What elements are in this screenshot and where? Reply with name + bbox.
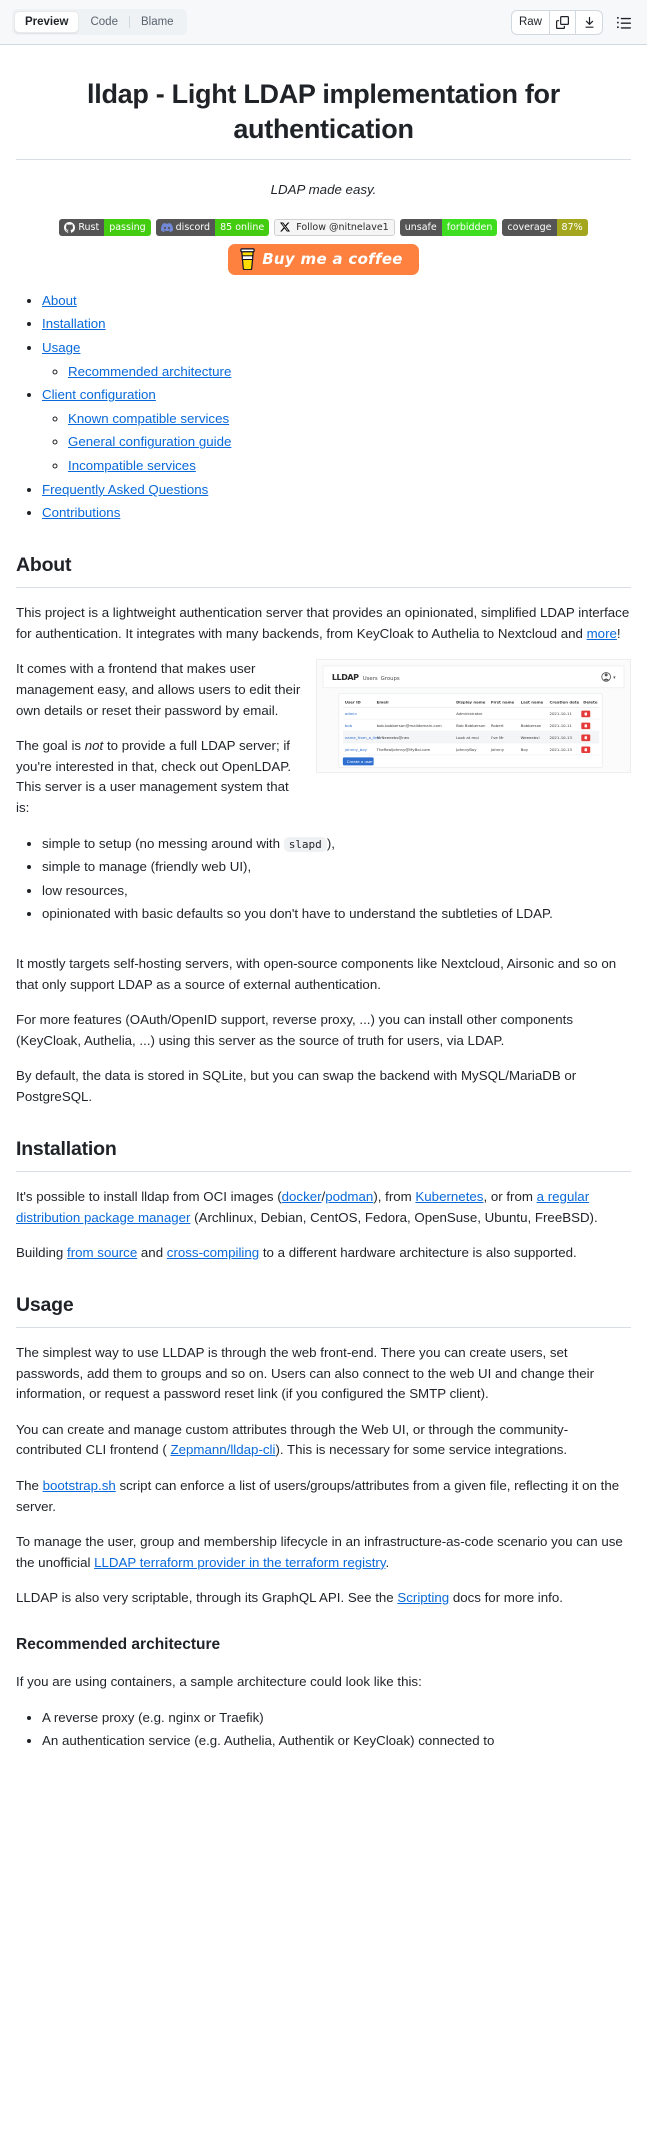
usage-p4-b: .	[385, 1554, 390, 1570]
toc-link-contributions[interactable]: Contributions	[42, 505, 121, 521]
toc-link-about[interactable]: About	[42, 292, 77, 308]
outline-toggle-button[interactable]	[611, 10, 635, 35]
svg-text:Groups: Groups	[380, 676, 400, 683]
svg-text:Create a user: Create a user	[346, 759, 373, 765]
coffee-button-label: Buy me a coffee	[262, 249, 403, 268]
usage-paragraph-4	[16, 1532, 631, 1573]
badge-twitter-follow[interactable]	[274, 219, 395, 236]
link-more[interactable]: more	[586, 625, 617, 641]
about-p1-text-a: This project is a lightweight authentication server that provides an opinionated, simplified LDAP interface for authentication. It integrates with many backends, from KeyCloak to Authelia to Nextcloud and	[16, 605, 630, 641]
copy-icon	[556, 16, 569, 29]
svg-text:Creation date: Creation date	[549, 700, 580, 706]
usage-p4-a: To manage the user, group and membership lifecycle in an infrastructure-as-code scenario you can use the unofficial	[16, 1534, 623, 1570]
usage-p5-a: LLDAP is also very scriptable, through its GraphQL API. See the	[16, 1590, 398, 1606]
install-p1-a: It's possible to install lldap from OCI images (	[16, 1188, 282, 1204]
list-item	[42, 857, 631, 878]
toc-link-installation[interactable]: Installation	[42, 316, 106, 332]
badge-right-label: passing	[104, 219, 150, 236]
install-p1-mid2: ), from	[373, 1188, 416, 1204]
toc-link-recommended-architecture[interactable]: Recommended architecture	[68, 363, 232, 379]
download-button[interactable]	[576, 11, 602, 34]
badge-row	[16, 219, 631, 236]
svg-text:2021-10-11: 2021-10-11	[549, 723, 572, 729]
raw-button[interactable]: Raw	[512, 11, 550, 34]
toc-link-faq[interactable]: Frequently Asked Questions	[42, 481, 209, 497]
discord-icon	[161, 223, 173, 232]
install-p1-mid3: , or from	[483, 1188, 537, 1204]
usage-p3-a: The	[16, 1478, 43, 1493]
usage-p3-b: script can enforce a list of users/groups/attributes from a given file, reflecting it on the server.	[16, 1478, 620, 1514]
about-paragraph-2: It comes with a frontend that makes user management easy, and allows users to edit their own details or reset their password by email.	[16, 661, 301, 718]
about-paragraph-5: For more features (OAuth/OpenID support, reverse proxy, ...) you can install other components (KeyCloak, Authelia, ...) using this server as the source of truth for users, via LDAP.	[16, 1012, 573, 1048]
install-p1-sep: /	[321, 1188, 326, 1204]
usage-p2-b: ). This is necessary for some service integrations.	[275, 1442, 568, 1458]
toc-item	[42, 480, 631, 501]
usage-paragraph-2	[16, 1420, 631, 1461]
table-of-contents	[16, 291, 631, 524]
badge-right-label: forbidden	[442, 219, 498, 236]
link-lldap-cli[interactable]: Zepmann/lldap-cli	[170, 1442, 276, 1458]
svg-text:MrNeeeebs@nev: MrNeeeebs@nev	[376, 735, 410, 741]
svg-text:bob: bob	[344, 723, 353, 729]
feature-text-post: ),	[326, 835, 335, 851]
install-p2-mid: and	[137, 1245, 167, 1261]
badge-right-label: 85 online	[215, 219, 269, 236]
toc-sublist	[42, 362, 631, 383]
feature-text: opinionated with basic defaults so you don't have to understand the subtleties of LDAP.	[42, 906, 553, 922]
usage-p5-b: docs for more info.	[449, 1590, 563, 1606]
list-item: • An authentication service (e.g. Authelia, Authentik or KeyCloak) connected to	[42, 1731, 631, 1752]
heading-installation: Installation	[16, 1134, 631, 1172]
lldap-ui-screenshot	[316, 659, 631, 772]
list-item: • A reverse proxy (e.g. nginx or Traefik)	[42, 1708, 631, 1729]
svg-text:Users: Users	[362, 676, 378, 683]
installation-paragraph-1	[16, 1187, 631, 1228]
toc-sublist	[42, 409, 631, 477]
svg-text:Administrator: Administrator	[456, 711, 483, 717]
about-p1-text-b: !	[616, 625, 621, 641]
github-icon	[64, 222, 75, 233]
about-paragraph-6: By default, the data is stored in SQLite, but you can swap the backend with MySQL/MariaDB or PostgreSQL.	[16, 1068, 577, 1105]
install-p2-a: Building	[16, 1245, 68, 1261]
badge-left-label: unsafe	[400, 219, 442, 236]
tab-preview[interactable]: Preview	[14, 11, 79, 33]
link-scripting[interactable]: Scripting	[397, 1590, 450, 1606]
toc-subitem	[68, 456, 631, 477]
copy-raw-button[interactable]	[550, 11, 576, 34]
toc-subitem	[68, 432, 631, 453]
badge-left-label: discord	[175, 221, 211, 233]
link-kubernetes[interactable]: Kubernetes	[415, 1188, 484, 1204]
about-p3-a: The goal is	[16, 738, 85, 754]
link-bootstrap-sh[interactable]: bootstrap.sh	[42, 1478, 116, 1493]
badge-left-label: Follow @nitnelave1	[296, 221, 389, 233]
buy-me-a-coffee-button[interactable]	[228, 244, 419, 275]
buy-me-a-coffee-wrap	[16, 244, 631, 275]
about-p3-emphasis: not	[84, 738, 104, 754]
lldap-ui-screenshot-svg	[317, 660, 630, 771]
feature-text: low resources,	[42, 882, 128, 898]
badge-discord[interactable]	[156, 219, 270, 236]
about-with-screenshot	[16, 659, 631, 939]
badge-right-label: 87%	[557, 219, 588, 236]
toc-item	[42, 291, 631, 312]
about-paragraph-4: It mostly targets self-hosting servers, with open-source components like Nextcloud, Airsonic and so on that only support LDAP as a source of external authentication.	[16, 956, 617, 992]
link-from-source[interactable]: from source	[67, 1245, 138, 1261]
toc-link-known-compatible-services[interactable]: Known compatible services	[68, 410, 230, 426]
badge-unsafe-forbidden[interactable]	[400, 219, 498, 236]
list-item	[42, 881, 631, 902]
download-icon	[583, 16, 596, 29]
usage-paragraph-1: The simplest way to use LLDAP is through the web front-end. There you can create users, set passwords, add them to groups and so on. Users can also connect to the web UI and change their information, or request a password reset link (if you configured the SMTP client).	[16, 1344, 595, 1402]
badge-rust-build[interactable]	[59, 219, 150, 236]
svg-text:TheRealJohnny@MyBoi.com: TheRealJohnny@MyBoi.com	[376, 747, 431, 753]
toc-link-general-configuration-guide[interactable]: General configuration guide	[68, 434, 232, 450]
recommended-architecture-list	[16, 1708, 631, 1752]
svg-text:bob.bobberson@maildomain.com: bob.bobberson@maildomain.com	[376, 723, 442, 729]
svg-text:Delete: Delete	[583, 700, 598, 706]
file-actions-group	[511, 10, 603, 35]
toc-item	[42, 503, 631, 524]
tab-code[interactable]: Code	[90, 16, 118, 28]
feature-text: simple to manage (friendly web UI),	[42, 859, 252, 875]
badge-coverage[interactable]	[502, 219, 587, 236]
toc-link-usage[interactable]: Usage	[42, 340, 81, 356]
badge-left-label: Rust	[78, 221, 100, 233]
tagline: LDAP made easy.	[270, 182, 377, 198]
tab-blame[interactable]: Blame	[140, 16, 174, 28]
link-package-manager[interactable]: a regular distribution package manager	[16, 1188, 590, 1225]
svg-text:2021-10-13: 2021-10-13	[549, 747, 572, 753]
file-view-toolbar	[0, 0, 647, 45]
list-unordered-icon	[616, 15, 631, 30]
svg-text:LLDAP: LLDAP	[331, 673, 359, 683]
svg-text:Display name: Display name	[456, 700, 486, 706]
recommended-paragraph-1: If you are using containers, a sample architecture could look like this:	[16, 1674, 422, 1690]
toc-item	[42, 314, 631, 335]
coffee-cup-icon	[239, 248, 256, 270]
svg-text:admin: admin	[344, 711, 357, 717]
inline-code-slapd: slapd	[284, 837, 327, 852]
readme-article	[0, 45, 647, 1752]
svg-text:Bobberson: Bobberson	[520, 723, 542, 729]
installation-paragraph-2	[16, 1243, 631, 1264]
svg-text:User ID: User ID	[344, 700, 361, 706]
svg-text:Last name: Last name	[520, 700, 544, 706]
svg-text:2021-10-11: 2021-10-11	[549, 711, 572, 717]
usage-p2-a: You can create and manage custom attributes through the Web UI, or through the community-contributed CLI frontend (	[16, 1421, 569, 1458]
view-mode-tabs	[12, 9, 187, 35]
page-title: lldap - Light LDAP implementation for authentication	[16, 77, 631, 160]
usage-paragraph-5	[16, 1588, 631, 1609]
link-podman[interactable]: podman	[325, 1188, 374, 1204]
about-p3-b: to provide a full LDAP server; if you're interested in that, check out OpenLDAP. This server is a user management system that is:	[16, 738, 292, 815]
toc-item	[42, 338, 631, 382]
svg-text:▾: ▾	[613, 675, 616, 682]
usage-paragraph-3	[16, 1476, 631, 1517]
list-item	[42, 834, 631, 855]
svg-text:Boy: Boy	[520, 747, 528, 753]
svg-text:Johnny: Johnny	[490, 747, 505, 753]
heading-recommended-architecture: Recommended architecture	[16, 1636, 221, 1654]
feature-text-pre: simple to setup (no messing around with	[42, 835, 284, 851]
svg-text:2021-10-13: 2021-10-13	[549, 735, 572, 741]
list-item	[42, 904, 631, 925]
svg-text:Look at moi: Look at moi	[456, 735, 479, 741]
about-paragraph-1	[16, 603, 631, 644]
heading-about: About	[16, 550, 631, 588]
toc-item	[42, 385, 631, 476]
svg-text:Bob Bobberson: Bob Bobberson	[456, 723, 486, 729]
badge-left-label: coverage	[502, 219, 556, 236]
link-docker[interactable]: docker	[281, 1188, 322, 1204]
toc-link-client-configuration[interactable]: Client configuration	[42, 387, 156, 403]
svg-text:name_from_a_line: name_from_a_line	[344, 735, 380, 741]
link-cross-compiling[interactable]: cross-compiling	[166, 1245, 260, 1261]
svg-text:johnny_boy: johnny_boy	[344, 747, 367, 753]
install-p1-b: (Archlinux, Debian, CentOS, Fedora, OpenSuse, Ubuntu, FreeBSD).	[190, 1209, 598, 1225]
about-feature-list	[16, 834, 631, 925]
link-terraform-provider[interactable]: LLDAP terraform provider in the terraform registry	[94, 1554, 386, 1570]
x-twitter-icon	[280, 222, 290, 232]
svg-text:Weeeebs!: Weeeebs!	[520, 735, 540, 741]
toc-subitem	[68, 409, 631, 430]
svg-text:Email: Email	[376, 700, 389, 706]
svg-text:Robert: Robert	[490, 723, 504, 729]
heading-usage: Usage	[16, 1290, 631, 1328]
install-p2-b: to a different hardware architecture is also supported.	[259, 1245, 577, 1261]
svg-text:I've Mr: I've Mr	[490, 735, 504, 741]
toc-link-incompatible-services[interactable]: Incompatible services	[68, 458, 196, 474]
toc-subitem	[68, 362, 631, 383]
svg-text:First name: First name	[490, 700, 515, 706]
svg-text:JohnnyBoy: JohnnyBoy	[456, 747, 477, 753]
